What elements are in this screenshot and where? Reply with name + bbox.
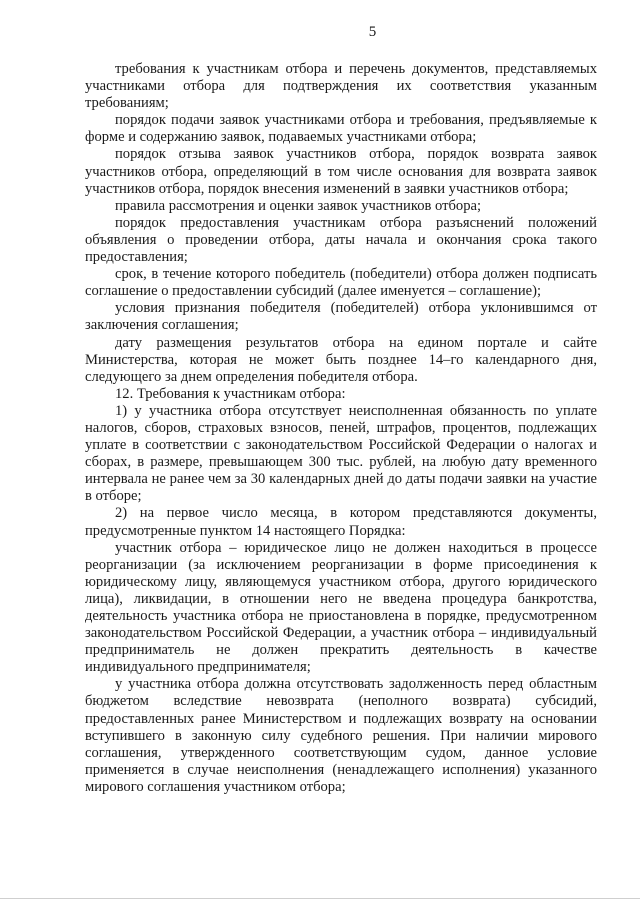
paragraph: 2) на первое число месяца, в котором представляются документы, предусмотренные пунктом 14 настоящего Порядка: bbox=[85, 505, 597, 539]
paragraph: порядок предоставления участникам отбора разъяснений положений объявления о проведении отбора, даты начала и окончания срока такого предоставления; bbox=[85, 214, 597, 266]
paragraph: у участника отбора должна отсутствовать задолженность перед областным бюджетом вследствие невозврата (неполного возврата) субсидий, предоставленных ранее Министерством и подлежащих возврату на основании вступившего в законную силу судебного решения. При наличии мирового соглашения, утвержденного соответствующим судом, данное условие применяется в случае неисполнения (ненадлежащего исполнения) указанного мирового соглашения участником отбора; bbox=[85, 676, 597, 795]
paragraph: срок, в течение которого победитель (победители) отбора должен подписать соглашение о предоставлении субсидий (далее именуется – соглашение); bbox=[85, 266, 597, 300]
paragraph: участник отбора – юридическое лицо не должен находиться в процессе реорганизации (за исключением реорганизации в форме присоединения к юридическому лицу, являющемуся участником отбора, другого юридического лица), ликвидации, в отношении него не введена процедура банкротства, деятельность участника отбора не приостановлена в порядке, предусмотренном законодательством Российской Федерации, а участник отбора – индивидуальный предприниматель не должен прекратить деятельность в качестве индивидуального предпринимателя; bbox=[85, 539, 597, 676]
section-heading: 12. Требования к участникам отбора: bbox=[115, 385, 346, 402]
paragraph: условия признания победителя (победителей) отбора уклонившимся от заключения соглашения; bbox=[85, 300, 597, 334]
paragraph: требования к участникам отбора и перечень документов, представляемых участниками отбора для подтверждения их соответствия указанным требованиям; bbox=[85, 61, 597, 112]
paragraph: дату размещения результатов отбора на едином портале и сайте Министерства, которая не может быть позднее 14–го календарного дня, следующего за днем определения победителя отбора. bbox=[85, 334, 597, 385]
paragraph: порядок подачи заявок участниками отбора и требования, предъявляемые к форме и содержанию заявок, подаваемых участниками отбора; bbox=[85, 112, 597, 146]
paragraph: 1) у участника отбора отсутствует неисполненная обязанность по уплате налогов, сборов, страховых взносов, пеней, штрафов, процентов, подлежащих уплате в соответствии с законодательством Российской Федерации о налогах и сборах, в размере, превышающем 300 тыс. рублей, на любую дату временного интервала не ранее чем за 30 календарных дней до даты подачи заявки на участие в отборе; bbox=[85, 402, 597, 505]
paragraph: порядок отзыва заявок участников отбора, порядок возврата заявок участников отбора, определяющий в том числе основания для возврата заявок участников отбора, порядок внесения изменений в заявки участников отбора; bbox=[85, 146, 597, 197]
page-edge-rule bbox=[0, 898, 640, 899]
paragraph: правила рассмотрения и оценки заявок участников отбора; bbox=[115, 197, 482, 214]
body-text bbox=[85, 61, 597, 796]
page-number: 5 bbox=[368, 24, 377, 40]
